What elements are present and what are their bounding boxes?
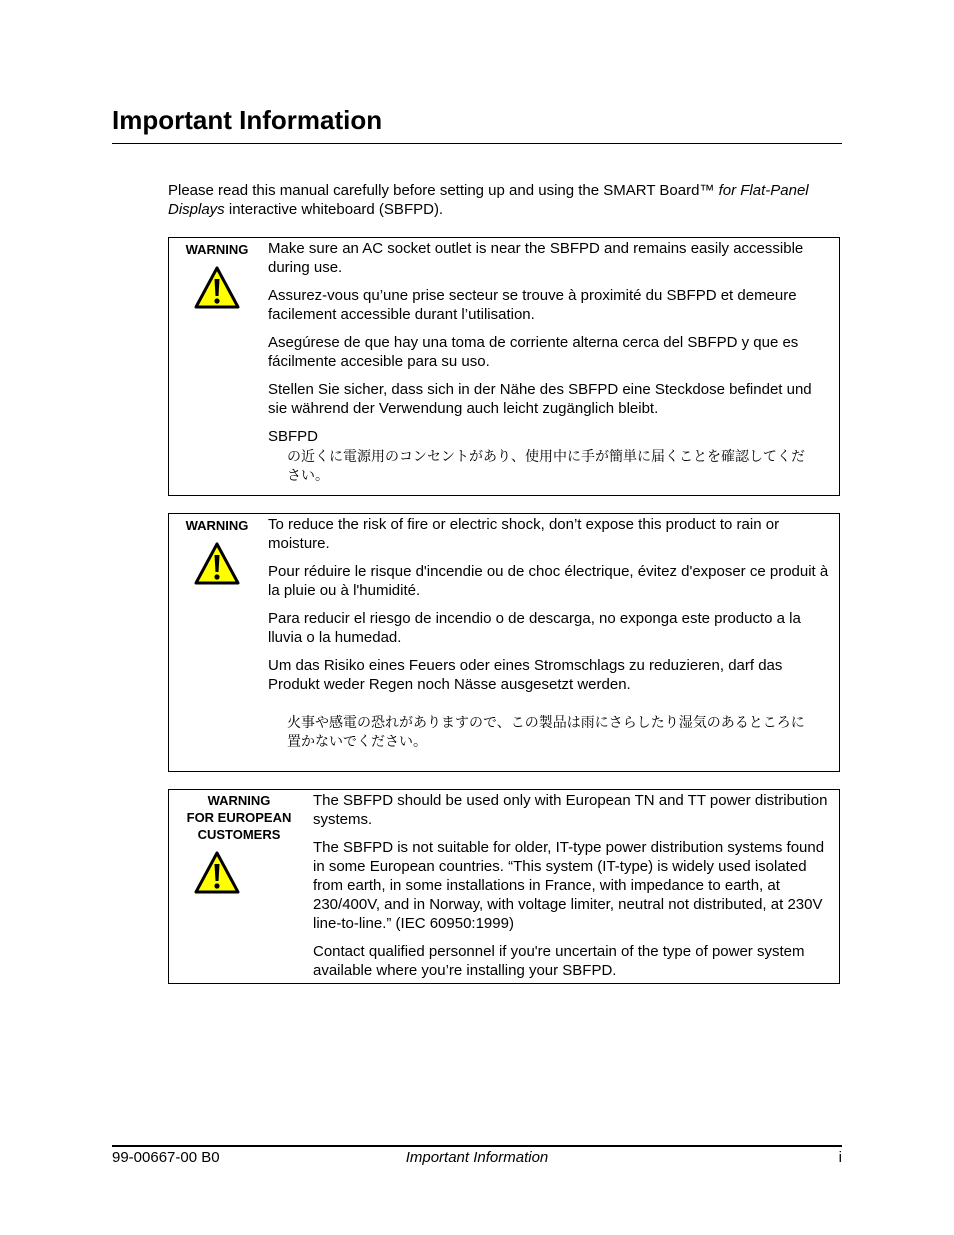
warning-paragraph-tn-tt: The SBFPD should be used only with European TN and TT power distribution systems. (313, 792, 828, 828)
warning-triangle-icon (193, 850, 241, 896)
warning-label: WARNING (185, 518, 249, 533)
warning-paragraph-es: Asegúrese de que hay una toma de corriente alterna cerca del SBFPD y que es fácilmente accesible para su uso. (268, 334, 799, 370)
title-divider (112, 143, 842, 144)
footer-divider (112, 1145, 842, 1147)
warning-label-column (169, 516, 265, 587)
warning-paragraph-fr: Pour réduire le risque d'incendie ou de choc électrique, évitez d'exposer ce produit à la pluie ou à l'humidité. (268, 563, 829, 599)
warning-box-fire-shock (168, 513, 840, 772)
warning-paragraph-contact: Contact qualified personnel if you're uncertain of the type of power system available where you’re installing your SBFPD. (313, 943, 805, 979)
warning-text (268, 239, 833, 495)
intro-text-end: interactive whiteboard (SBFPD). (224, 201, 444, 218)
warning-label-line-3: CUSTOMERS (197, 827, 281, 842)
warning-paragraph-it-type: The SBFPD is not suitable for older, IT-type power distribution systems found in some European countries. “This system (IT-type) is widely used isolated from earth, in some installations in France, with impedance to earth, at 230/400V, and in Norway, with voltage limiter, neutral not distributed, at 230V line-to-line.” (IEC 60950:1999) (313, 839, 825, 932)
intro-text-italic: for Flat-Panel Displays (168, 182, 809, 218)
warning-paragraph-en: Make sure an AC socket outlet is near the SBFPD and remains easily accessible during use. (268, 240, 804, 276)
warning-paragraph-es: Para reducir el riesgo de incendio o de descarga, no exponga este producto a la lluvia o la humedad. (268, 610, 801, 646)
warning-label-column (169, 791, 309, 896)
warning-text (268, 515, 833, 761)
warning-paragraph-product: SBFPD (268, 428, 319, 445)
warning-box-european-customers (168, 789, 840, 984)
warning-label-line-2: FOR EUROPEAN (186, 810, 292, 825)
intro-paragraph (168, 181, 840, 219)
warning-paragraph-ja: の近くに電源用のコンセントがあり、使用中に手が簡単に届くことを確認してください。 (287, 449, 805, 484)
warning-text (313, 791, 833, 989)
page-title: Important Information (112, 105, 383, 135)
footer-page-number: i (838, 1149, 842, 1166)
warning-paragraph-de: Stellen Sie sicher, dass sich in der Nähe des SBFPD eine Steckdose befindet und sie während der Verwendung auch leicht zugänglich bleibt. (268, 381, 812, 417)
warning-paragraph-en: To reduce the risk of fire or electric shock, don’t expose this product to rain or moisture. (268, 516, 780, 552)
warning-paragraph-de: Um das Risiko eines Feuers oder eines Stromschlags zu reduzieren, darf das Produkt weder Regen noch Nässe ausgesetzt werden. (268, 657, 783, 693)
intro-text-start: Please read this manual carefully before setting up and using the SMART Board™ (168, 182, 719, 199)
warning-box-ac-socket (168, 237, 840, 496)
warning-label: WARNING (185, 242, 249, 257)
warning-label-line-1: WARNING (207, 793, 271, 808)
footer-doc-number: 99-00667-00 B0 (112, 1149, 220, 1166)
warning-label-column (169, 240, 265, 311)
warning-paragraph-fr: Assurez-vous qu’une prise secteur se trouve à proximité du SBFPD et demeure facilement accessible durant l’utilisation. (268, 287, 797, 323)
warning-triangle-icon (193, 265, 241, 311)
footer-section-title: Important Information (405, 1149, 549, 1166)
warning-paragraph-ja: 火事や感電の恐れがありますので、この製品は雨にさらしたり湿気のあるところに置かないでください。 (287, 715, 805, 750)
warning-triangle-icon (193, 541, 241, 587)
